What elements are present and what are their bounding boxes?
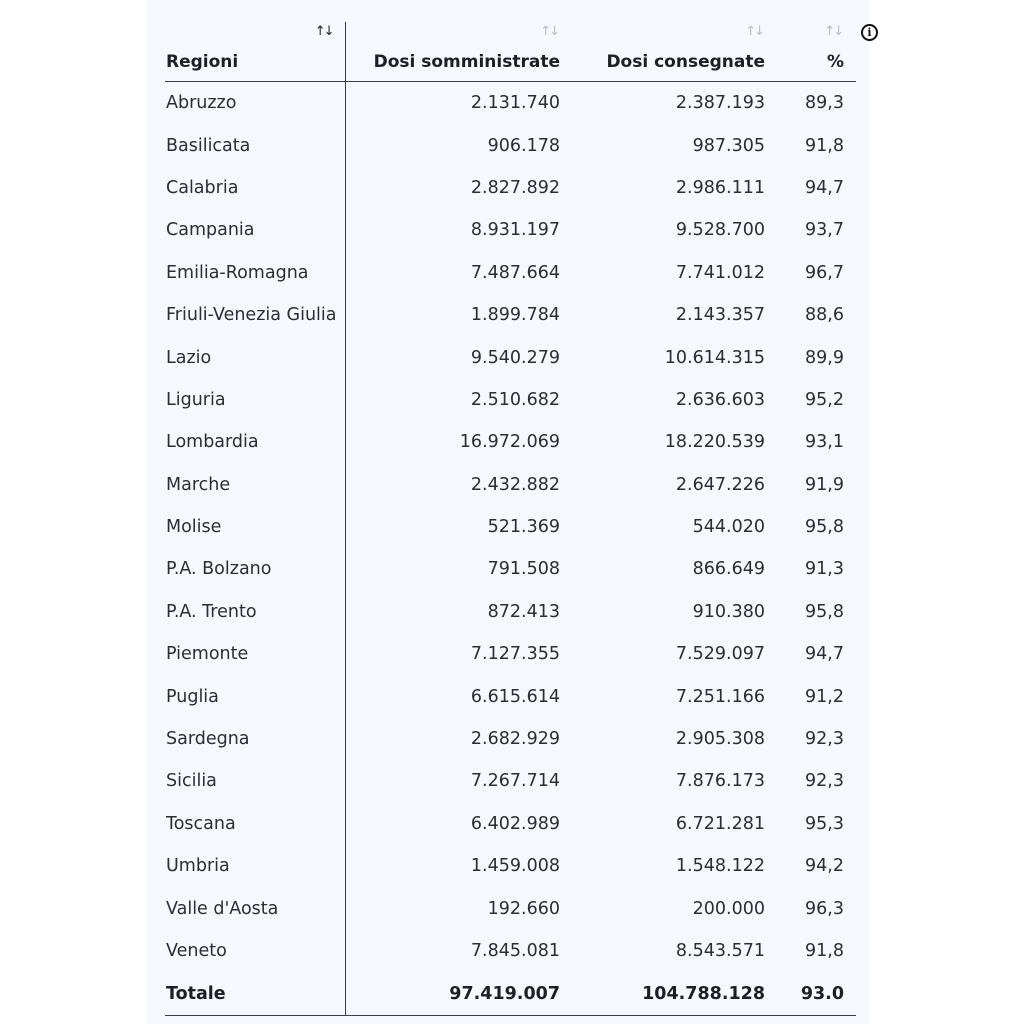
table-row [165, 167, 856, 209]
cell-percent: 96,7 [805, 262, 844, 283]
cell-somministrate: 6.402.989 [470, 813, 560, 834]
cell-somministrate: 906.178 [487, 135, 560, 156]
cell-percent: 92,3 [805, 729, 844, 750]
cell-somministrate: 8.931.197 [470, 220, 560, 241]
cell-region: P.A. Trento [165, 591, 345, 633]
cell-consegnate: 910.380 [692, 601, 765, 622]
table-row [165, 845, 856, 887]
cell-consegnate: 6.721.281 [675, 813, 765, 834]
cell-region: Puglia [165, 675, 345, 717]
cell-percent: 92,3 [805, 771, 844, 792]
cell-somministrate: 7.487.664 [470, 262, 560, 283]
table-row [165, 506, 856, 548]
table-row [165, 930, 856, 972]
cell-region: Molise [165, 506, 345, 548]
table-row [165, 336, 856, 378]
cell-consegnate: 2.905.308 [675, 729, 765, 750]
total-percent: 93.0 [778, 972, 856, 1016]
cell-somministrate: 9.540.279 [470, 347, 560, 368]
cell-percent: 91,3 [805, 559, 844, 580]
cell-region: Emilia-Romagna [165, 252, 345, 294]
header-regioni[interactable] [165, 22, 345, 82]
table-row [165, 675, 856, 717]
table-row [165, 548, 856, 590]
table-row [165, 124, 856, 166]
table-row [165, 379, 856, 421]
cell-somministrate: 872.413 [487, 601, 560, 622]
cell-region: Valle d'Aosta [165, 887, 345, 929]
cell-consegnate: 2.986.111 [675, 177, 765, 198]
cell-somministrate: 192.660 [487, 898, 560, 919]
cell-somministrate: 1.459.008 [470, 856, 560, 877]
cell-consegnate: 2.647.226 [675, 474, 765, 495]
info-icon[interactable]: i [861, 24, 878, 41]
cell-region: Liguria [165, 379, 345, 421]
cell-consegnate: 866.649 [692, 559, 765, 580]
cell-percent: 89,3 [805, 93, 844, 114]
cell-consegnate: 1.548.122 [675, 856, 765, 877]
total-somministrate: 97.419.007 [345, 972, 573, 1016]
cell-percent: 95,3 [805, 813, 844, 834]
cell-consegnate: 9.528.700 [675, 220, 765, 241]
cell-somministrate: 6.615.614 [470, 686, 560, 707]
cell-percent: 94,7 [805, 177, 844, 198]
cell-percent: 95,8 [805, 601, 844, 622]
cell-consegnate: 2.143.357 [675, 305, 765, 326]
table-row [165, 760, 856, 802]
table-row [165, 718, 856, 760]
cell-region: Calabria [165, 167, 345, 209]
sort-arrows-icon[interactable]: ↑↓ [314, 24, 333, 39]
cell-region: Lombardia [165, 421, 345, 463]
cell-consegnate: 18.220.539 [664, 432, 765, 453]
cell-percent: 93,1 [805, 432, 844, 453]
cell-consegnate: 7.741.012 [675, 262, 765, 283]
header-dosi-somministrate[interactable] [345, 22, 573, 82]
table-row [165, 464, 856, 506]
header-percent[interactable] [778, 22, 856, 82]
table-row [165, 421, 856, 463]
cell-consegnate: 7.251.166 [675, 686, 765, 707]
cell-region: Abruzzo [165, 82, 345, 125]
cell-consegnate: 7.529.097 [675, 644, 765, 665]
header-dosi-consegnate[interactable] [573, 22, 778, 82]
vaccination-table [165, 22, 856, 1016]
cell-percent: 96,3 [805, 898, 844, 919]
table-row [165, 252, 856, 294]
cell-region: Sicilia [165, 760, 345, 802]
cell-percent: 95,8 [805, 517, 844, 538]
cell-somministrate: 521.369 [487, 517, 560, 538]
table-row [165, 803, 856, 845]
header-label: % [826, 52, 844, 72]
cell-percent: 91,8 [805, 941, 844, 961]
cell-somministrate: 7.845.081 [470, 941, 560, 961]
cell-region: Lazio [165, 336, 345, 378]
table-row [165, 887, 856, 929]
cell-region: Campania [165, 209, 345, 251]
sort-arrows-icon[interactable]: ↑↓ [540, 24, 558, 39]
cell-somministrate: 2.827.892 [470, 177, 560, 198]
cell-region: Piemonte [165, 633, 345, 675]
total-row [165, 972, 856, 1016]
cell-percent: 89,9 [805, 347, 844, 368]
cell-percent: 91,2 [805, 686, 844, 707]
header-label: Dosi consegnate [606, 52, 765, 72]
cell-region: Marche [165, 464, 345, 506]
cell-region: Umbria [165, 845, 345, 887]
cell-consegnate: 7.876.173 [675, 771, 765, 792]
cell-consegnate: 2.636.603 [675, 389, 765, 410]
table-row [165, 82, 856, 125]
cell-region: Basilicata [165, 124, 345, 166]
cell-percent: 95,2 [805, 389, 844, 410]
cell-percent: 91,9 [805, 474, 844, 495]
cell-percent: 93,7 [805, 220, 844, 241]
cell-somministrate: 7.127.355 [470, 644, 560, 665]
cell-somministrate: 2.682.929 [470, 729, 560, 750]
total-consegnate: 104.788.128 [573, 972, 778, 1016]
cell-consegnate: 8.543.571 [675, 941, 765, 961]
cell-somministrate: 7.267.714 [470, 771, 560, 792]
header-label: Dosi somministrate [373, 52, 560, 72]
cell-somministrate: 2.510.682 [470, 389, 560, 410]
table-row [165, 633, 856, 675]
sort-arrows-icon[interactable]: ↑↓ [745, 24, 763, 39]
table-row [165, 209, 856, 251]
cell-region: Sardegna [165, 718, 345, 760]
cell-somministrate: 1.899.784 [470, 305, 560, 326]
table-row [165, 591, 856, 633]
total-label: Totale [165, 972, 345, 1016]
cell-consegnate: 987.305 [692, 135, 765, 156]
cell-region: Friuli-Venezia Giulia [165, 294, 345, 336]
sort-arrows-icon[interactable]: ↑↓ [824, 24, 842, 39]
cell-consegnate: 200.000 [692, 898, 765, 919]
cell-region: Veneto [165, 930, 345, 972]
table-header-row [165, 22, 856, 82]
cell-percent: 94,2 [805, 856, 844, 877]
cell-somministrate: 791.508 [487, 559, 560, 580]
cell-region: Toscana [165, 803, 345, 845]
cell-somministrate: 2.131.740 [470, 93, 560, 114]
cell-percent: 94,7 [805, 644, 844, 665]
cell-region: P.A. Bolzano [165, 548, 345, 590]
cell-consegnate: 2.387.193 [675, 93, 765, 114]
cell-percent: 88,6 [805, 305, 844, 326]
cell-somministrate: 2.432.882 [470, 474, 560, 495]
cell-percent: 91,8 [805, 135, 844, 156]
table-row [165, 294, 856, 336]
cell-somministrate: 16.972.069 [459, 432, 560, 453]
header-label: Regioni [166, 52, 239, 72]
cell-consegnate: 544.020 [692, 517, 765, 538]
cell-consegnate: 10.614.315 [664, 347, 765, 368]
